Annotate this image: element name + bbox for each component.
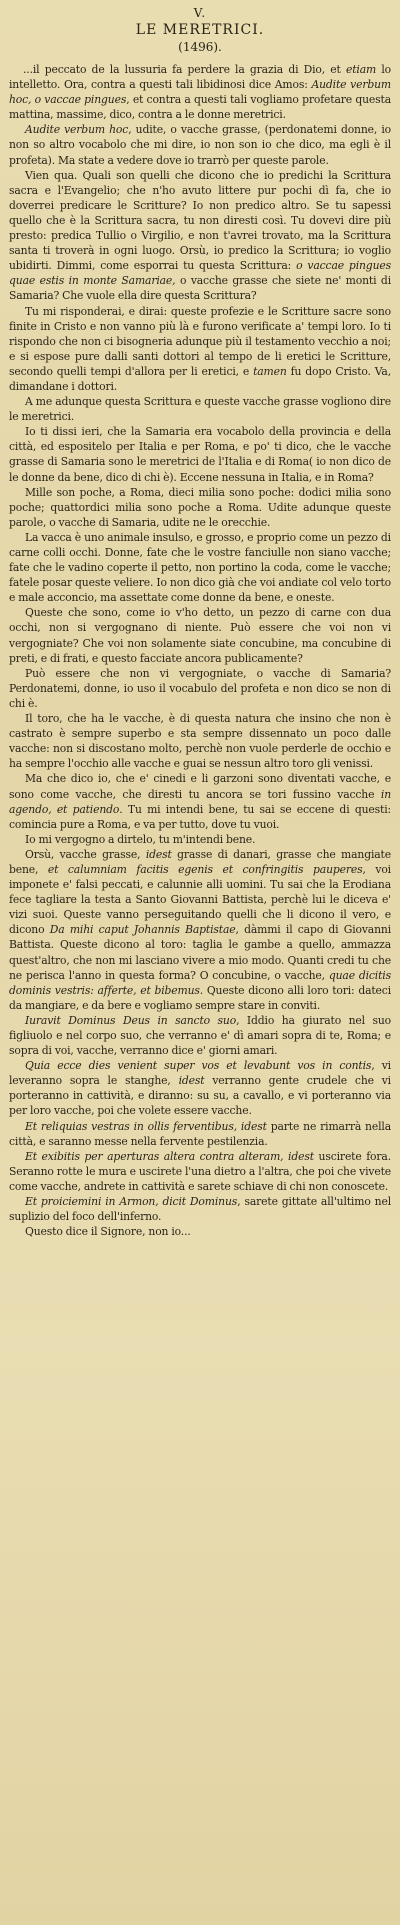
paragraph [9, 1119, 391, 1149]
text-run: Tu mi risponderai, e dirai: queste profezie e le Scritture sacre sono finite in Cristo e non vanno più là e furono verificate a' tempi loro. Io ti rispondo che non ci bisogneria adunque più il testamento vecchio a noi; e si espose pure dalli santi dottori al tempo de li eretici le Scritture, secondo quelli tempi d'allora per li eretici, e [9, 304, 391, 378]
latin-quote: Et exibitis per aperturas altera contra alteram, idest [25, 1149, 314, 1163]
latin-quote: Audite verbum hoc, o vaccae pingues [9, 78, 392, 107]
paragraph [9, 666, 391, 711]
text-run: , vi leveranno sopra le stanghe, [9, 1059, 391, 1088]
text-run: , sarete gittate all'ultimo nel suplizio del foco dell'inferno. [9, 1195, 392, 1224]
text-run: Ma che dico io, che e' cinedi e li garzoni sono diventati vacche, e sono come vacche, che diresti tu ancora se tori fussino vacche [9, 772, 391, 801]
document-body [9, 62, 391, 1239]
paragraph [9, 711, 391, 771]
text-run: fu dopo Cristo. Va, dimandane i dottori. [9, 364, 391, 393]
paragraph [9, 1149, 391, 1194]
chapter-year: (1496). [178, 40, 222, 54]
latin-quote: tamen [253, 364, 287, 378]
paragraph [9, 605, 391, 665]
paragraph [9, 62, 391, 122]
latin-quote: idest [178, 1074, 205, 1088]
text-run: A me adunque questa Scrittura e queste vacche grasse vogliono dire le meretrici. [9, 395, 391, 424]
page-title: LE MERETRICI. [135, 22, 265, 38]
text-run: , voi imponete e' falsi peccati, e calunnie alli uomini. Tu sai che la Erodiana fece tagliare la testa a Santo Giovanni Battista, perchè lui le diceva e' vizi suoi. Queste vanno perseguitando quelli che li dicono il vero, e dicono [9, 862, 391, 937]
latin-quote: idest [145, 847, 172, 861]
paragraph [9, 771, 391, 831]
latin-quote: in agendo, et patiendo [9, 787, 391, 816]
paragraph [9, 304, 391, 395]
paragraph [9, 168, 391, 304]
paragraph [9, 122, 391, 167]
text-run: o vacche grasse che siete ne' monti di Samaria? Che vuole ella dire questa Scrittura? [9, 274, 391, 303]
latin-quote: etiam [345, 63, 377, 76]
text-run: Io ti dissi ieri, che la Samaria era vocabolo della provincia e della città, ed espositelo per Italia e per Roma, e po' ti dico, che le vacche grasse di Samaria sono le meretrici de l'Italia e di Roma( io non dico de le donne da bene, dico di chi è). Eccene nessuna in Italia, e in Roma? [9, 425, 391, 484]
paragraph [9, 832, 391, 847]
text-run: Orsù, vacche grasse, [25, 847, 146, 861]
paragraph [9, 1013, 391, 1058]
paragraph [9, 394, 391, 424]
text-run: grasse di danari, grasse che mangiate bene, [9, 847, 391, 876]
text-run: . Queste dicono alli loro tori: dateci da mangiare, e da bere e vogliamo sempre stare in conviti. [9, 983, 392, 1012]
text-run: , Iddio ha giurato nel suo figliuolo e nel corpo suo, che verranno e' dì amari sopra di te, Roma; e sopra di voi, vacche, verranno dice e' giorni amari. [9, 1013, 391, 1058]
latin-quote: et calumniam facitis egenis et confringitis pauperes [47, 862, 363, 876]
text-run: , dàmmi il capo di Giovanni Battista. Queste dicono al toro: taglia le gambe a quello, ammazza quest'altro, che non mi lasciano vivere a mio modo. Quanti credi tu che ne perisca l'anno in questa forma? O concubine, o vacche, [9, 923, 391, 982]
text-run: uscirete fora. Seranno rotte le mura e uscirete l'una dietro a l'altra, che poi che vivete come vacche, andrete in cattività e sarete schiave di chi non conoscete. [9, 1149, 391, 1193]
text-run: Può essere che non vi vergogniate, o vacche di Samaria? Perdonatemi, donne, io uso il vocabulo del profeta e non dico se non di chi è. [9, 666, 391, 710]
text-run: , et contra a questi tali vogliamo profetare questa mattina, massime, dico, contra a le donne meretrici. [9, 93, 391, 122]
latin-quote: Quia ecce dies venient super vos et levabunt vos in contis [25, 1059, 372, 1073]
latin-quote: Da mihi caput Johannis Baptistae [49, 923, 236, 937]
text-run: parte ne rimarrà nella città, e saranno messe nella fervente pestilenzia. [9, 1119, 391, 1148]
latin-quote: Et reliquias vestras in ollis ferventibus, idest [25, 1119, 267, 1133]
text-run: Questo dice il Signore, non io... [25, 1225, 191, 1239]
paragraph [9, 1224, 391, 1239]
text-run: Il toro, che ha le vacche, è di questa natura che insino che non è castrato è sempre superbo e sta sempre dissennato un poco dalle vacche: non si discostano molto, perchè non vuole perderle de occhio e ha sempre l'occhio alle vacche e guai se nessun altro toro gli venissi. [9, 712, 391, 771]
text-run: Io mi vergogno a dirtelo, tu m'intendi bene. [25, 832, 256, 846]
latin-quote: Et proiciemini in Armon, dicit Dominus [25, 1195, 238, 1209]
paragraph [9, 1194, 391, 1224]
paragraph [9, 1058, 391, 1118]
text-run: ...il peccato de la lussuria fa perdere la grazia di Dio, et [23, 63, 346, 76]
chapter-numeral: V. [193, 6, 207, 20]
text-run: La vacca è uno animale insulso, e grosso, e proprio come un pezzo di carne colli occhi. Donne, fate che le vostre fanciulle non siano vacche; fate che le vadino coperte il petto, non portino la coda, come le vacche; fatele posar queste veliere. Io non dico già che voi andiate col velo torto e male acconcio, ma assettate come donne da bene, e oneste. [9, 530, 391, 605]
latin-quote: Audite verbum hoc [25, 123, 129, 137]
paragraph [9, 424, 391, 484]
text-run: Vien qua. Quali son quelli che dicono che io predichi la Scrittura sacra e l'Evangelio; che n'ho avuto littere pur pochi dì fa, che io doverrei predicare le Scritture? Io non predico altro. Se tu sapessi quello che è la Scrittura sacra, tu non diresti così. Tu dovevi dire più presto: predica Tullio o Virgilio, e non t'avrei trovato, ma la Scrittura santa ti troverà in ogni luogo. Orsù, io predico la Scrittura; io voglio ubidirti. Dimmi, come esporrai tu questa Scrittura: [9, 168, 391, 273]
text-run: . Tu mi intendi bene, tu sai se eccene di questi: comincia pure a Roma, e va per tutto, dove tu vuoi. [9, 802, 391, 831]
text-run: lo intelletto. Ora, contra a questi tali libidinosi dice Amos: [9, 63, 391, 92]
text-run: verranno gente crudele che vi porteranno in cattività, e diranno: su su, a cavallo, e vi porteranno via per loro vacche, poi che volete essere vacche. [9, 1074, 391, 1118]
paragraph [9, 485, 391, 530]
latin-quote: quae dicitis dominis vestris: afferte, et bibemus [9, 968, 391, 997]
text-run: Mille son poche, a Roma, dieci milia sono poche: dodici milia sono poche; quattordici milia sono poche a Roma. Udite adunque queste parole, o vacche di Samaria, udite ne le orecchie. [9, 485, 391, 529]
latin-quote: o vaccae pingues quae estis in monte Samariae, [9, 259, 392, 288]
text-run: , udite, o vacche grasse, (perdonatemi donne, io non so altro vocabolo che mi dire, io non son io che dico, ma egli è il profeta). Ma state a vedere dove io trarrò per queste parole. [9, 123, 392, 167]
text-run: Queste che sono, come io v'ho detto, un pezzo di carne con dua occhi, non si vergognano di niente. Può essere che voi non vi vergogniate? Che voi non solamente siate concubine, ma concubine di preti, e di frati, e questo facciate ancora publicamente? [9, 606, 391, 665]
paragraph [9, 530, 391, 605]
paragraph [9, 847, 391, 1013]
latin-quote: Iuravit Dominus Deus in sancto suo [25, 1013, 237, 1027]
